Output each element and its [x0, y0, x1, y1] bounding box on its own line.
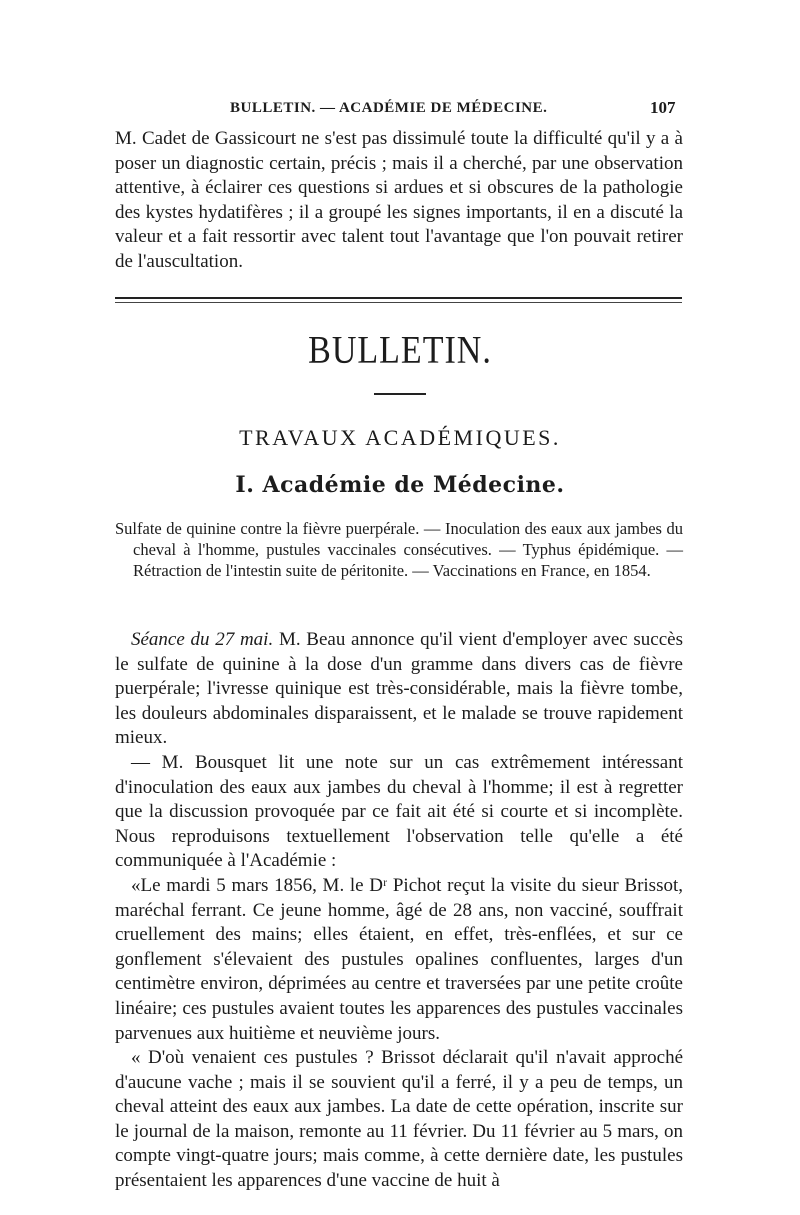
seance-label: Séance du 27 mai.: [131, 629, 274, 650]
body-text: [115, 628, 683, 1194]
page-number: 107: [650, 98, 676, 117]
intro-text: M. Cadet de Gassicourt ne s'est pas dissimulé toute la difficulté qu'il y a à poser un diagnostic certain, précis ; mais il a cherché, par une observation attentive, à éclairer ces questions si ardues et si obscures de la pathologie des kystes hydatifères ; il a groupé les signes importants, il en a discuté la valeur et a fait ressortir avec talent tout l'avantage que l'on pouvait retirer de l'auscultation.: [115, 128, 683, 272]
summary-paragraph: Sulfate de quinine contre la fièvre puerpérale. — Inoculation des eaux aux jambes du cheval à l'homme, pustules vaccinales consécutives. — Typhus épidémique. — Rétraction de l'intestin suite de péritonite. — Vaccinations en France, en 1854.: [115, 519, 683, 581]
paragraph-seance-text: M. Beau annonce qu'il vient d'employer avec succès le sulfate de quinine à la dose d'un gramme dans divers cas de fièvre puerpérale; l'ivresse quinique est très-considérable, mais la fièvre tombe, les douleurs abdominales disparaissent, et le malade se trouve rapidement mieux.: [115, 629, 683, 749]
double-rule-top: [115, 297, 682, 299]
bulletin-title: BULLETIN.: [308, 329, 492, 372]
double-rule-bottom: [115, 302, 682, 303]
section-title: TRAVAUX ACADÉMIQUES.: [239, 425, 561, 450]
intro-paragraph: [115, 127, 683, 275]
paragraph-seance: [115, 628, 683, 751]
paragraph-origin: « D'où venaient ces pustules ? Brissot déclarait qu'il n'avait approché d'aucune vache ; mais il se souvient qu'il a ferré, il y a peu de temps, un cheval atteint des eaux aux jambes. La date de cette opération, inscrite sur le journal de la maison, remonte au 11 février. Du 11 février au 5 mars, on compte vingt-quatre jours; mais comme, à cette dernière date, les pustules présentaient les apparences d'une vaccine de huit à: [115, 1047, 683, 1192]
title-divider: [374, 393, 426, 395]
paragraph-observation: «Le mardi 5 mars 1856, M. le Dʳ Pichot reçut la visite du sieur Brissot, maréchal ferrant. Ce jeune homme, âgé de 28 ans, non vacciné, souffrait cruellement des mains; elles étaient, en effet, très-enflées, et sur ce gonflement s'élevaient des pustules opalines confluentes, larges d'un centimètre environ, déprimées au centre et traversées par une petite croûte linéaire; ces pustules avaient toutes les apparences des pustules vaccinales parvenues aux huitième et neuvième jours.: [115, 874, 683, 1044]
paragraph-bousquet: — M. Bousquet lit une note sur un cas extrêmement intéressant d'inoculation des eaux aux jambes du cheval à l'homme; il est à regretter que la discussion provoquée par ce fait ait été si courte et si incomplète. Nous reproduisons textuellement l'observation telle qu'elle a été communiquée à l'Académie :: [115, 751, 683, 872]
running-head: BULLETIN. — ACADÉMIE DE MÉDECINE.: [230, 100, 548, 116]
subsection-title: I. Académie de Médecine.: [235, 472, 565, 498]
